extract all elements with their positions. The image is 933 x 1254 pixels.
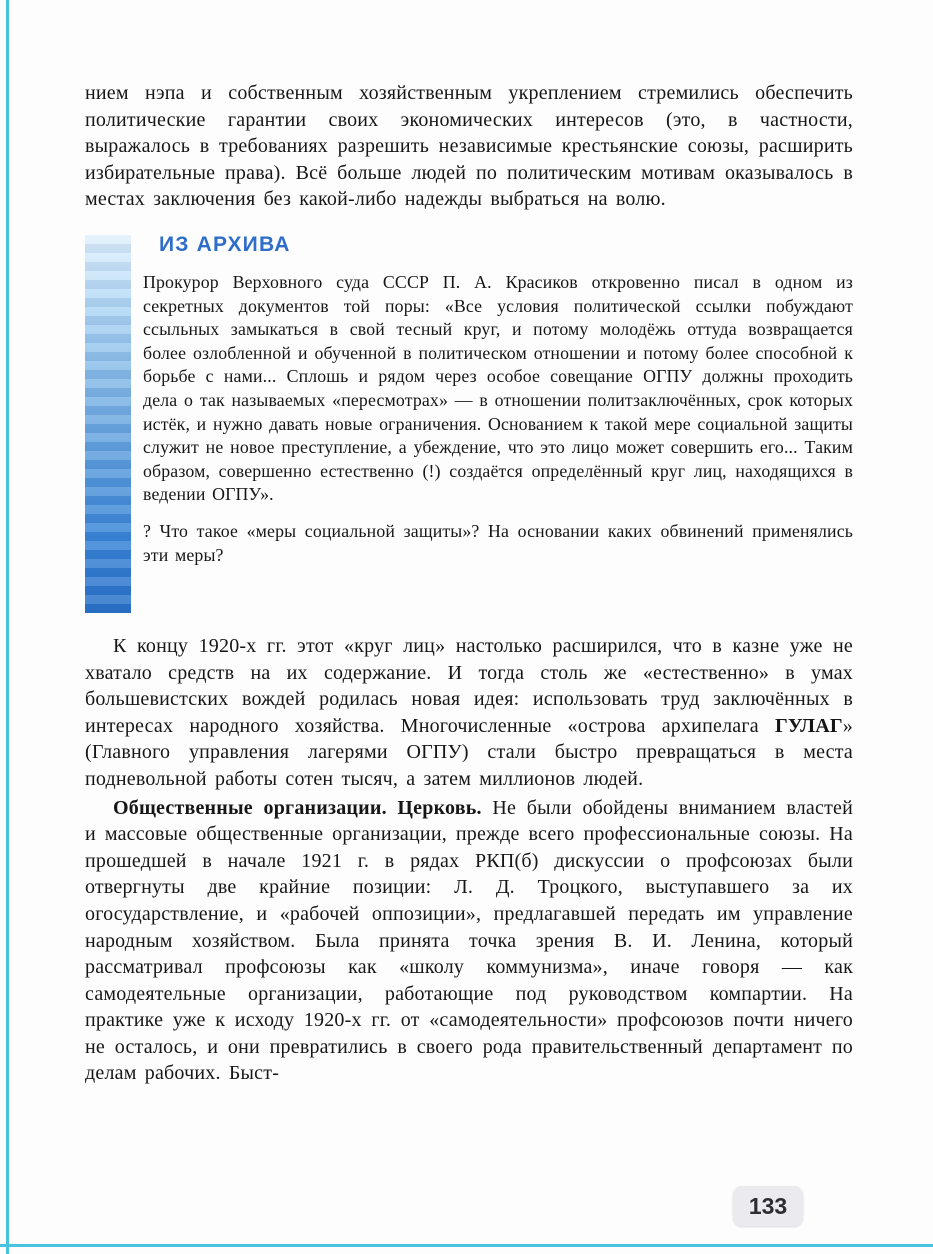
paragraph-intro: нием нэпа и собственным хозяйственным укреплением стремились обеспечить политические гарантии своих экономических интересов (это, в частности, выражалось в требованиях разрешить независимые крестьянские союзы, расширить избирательные права). Всё больше людей по политическим мотивам оказывалось в местах заключения без какой-либо надежды выбраться на волю. — [85, 82, 853, 211]
page-number-badge — [733, 1186, 803, 1226]
archive-body: Прокурор Верховного суда СССР П. А. Красиков откровенно писал в одном из секретных документов той поры: «Все условия политической ссылки побуждают ссыльных замыкаться в свой тесный круг, и потому молодёжь оттуда возвращается более озлобленной и обученной в политическом отношении и потому более способной к борьбе с нами... Сплошь и рядом через особое совещание ОГПУ должны проходить дела о так называемых «пересмотрах» — в отношении политзаключённых, срок которых истёк, и нужно давать новые ограничения. Основанием к такой мере социальной защиты служит не новое преступление, а убеждение, что это лицо может совершить его... Таким образом, совершенно естественно (!) создаётся определённый круг лиц, находящихся в ведении ОГПУ». — [143, 271, 853, 505]
page-edge-bottom — [0, 1244, 933, 1247]
archive-accent-bar — [85, 235, 131, 613]
gulag-bold-term: ГУЛАГ — [774, 714, 843, 737]
archive-inner — [143, 233, 853, 567]
paragraph-organizations — [85, 795, 853, 1088]
archive-heading: ИЗ АРХИВА — [159, 232, 291, 256]
archive-question: ? Что такое «меры социальной защиты»? На основании каких обвинений применялись эти меры? — [143, 520, 853, 565]
organizations-runin-heading: Общественные организации. Церковь. — [113, 796, 482, 819]
organizations-text: Не были обойдены вниманием властей и массовые общественные организации, прежде всего профессиональные союзы. На прошедшей в начале 1921 г. в рядах РКП(б) дискуссии о профсоюзах были отвергнуты две крайние позиции: Л. Д. Троцкого, выступавшего за их огосударствление, и «рабочей оппозиции», предлагавшей передать им управление народным хозяйством. Была принята точка зрения В. И. Ленина, который рассматривал профсоюзы как «школу коммунизма», иначе говоря — как самодеятельные организации, работающие под руководством компартии. На практике уже к исходу 1920-х гг. от «самодеятельности» профсоюзов почти ничего не осталось, и они превратились в своего рода правительственный департамент по делам рабочих. Быст- — [85, 796, 854, 1085]
gulag-text-post: » (Главного управления лагерями ОГПУ) стали быстро превращаться в места подневольной работы сотен тысяч, а затем миллионов людей. — [85, 714, 853, 790]
page-number: 133 — [748, 1192, 788, 1219]
page-content — [85, 80, 853, 1087]
gulag-text-pre: К концу 1920-х гг. этот «круг лиц» настолько расширился, что в казне уже не хватало средств на их содержание. И тогда столь же «естественно» в умах большевистских вождей родилась новая идея: использовать труд заключённых в интересах народного хозяйства. Многочисленные «острова архипелага — [85, 634, 853, 737]
paragraph-gulag — [85, 633, 853, 793]
archive-section — [85, 233, 853, 613]
page-edge-left — [6, 0, 9, 1254]
